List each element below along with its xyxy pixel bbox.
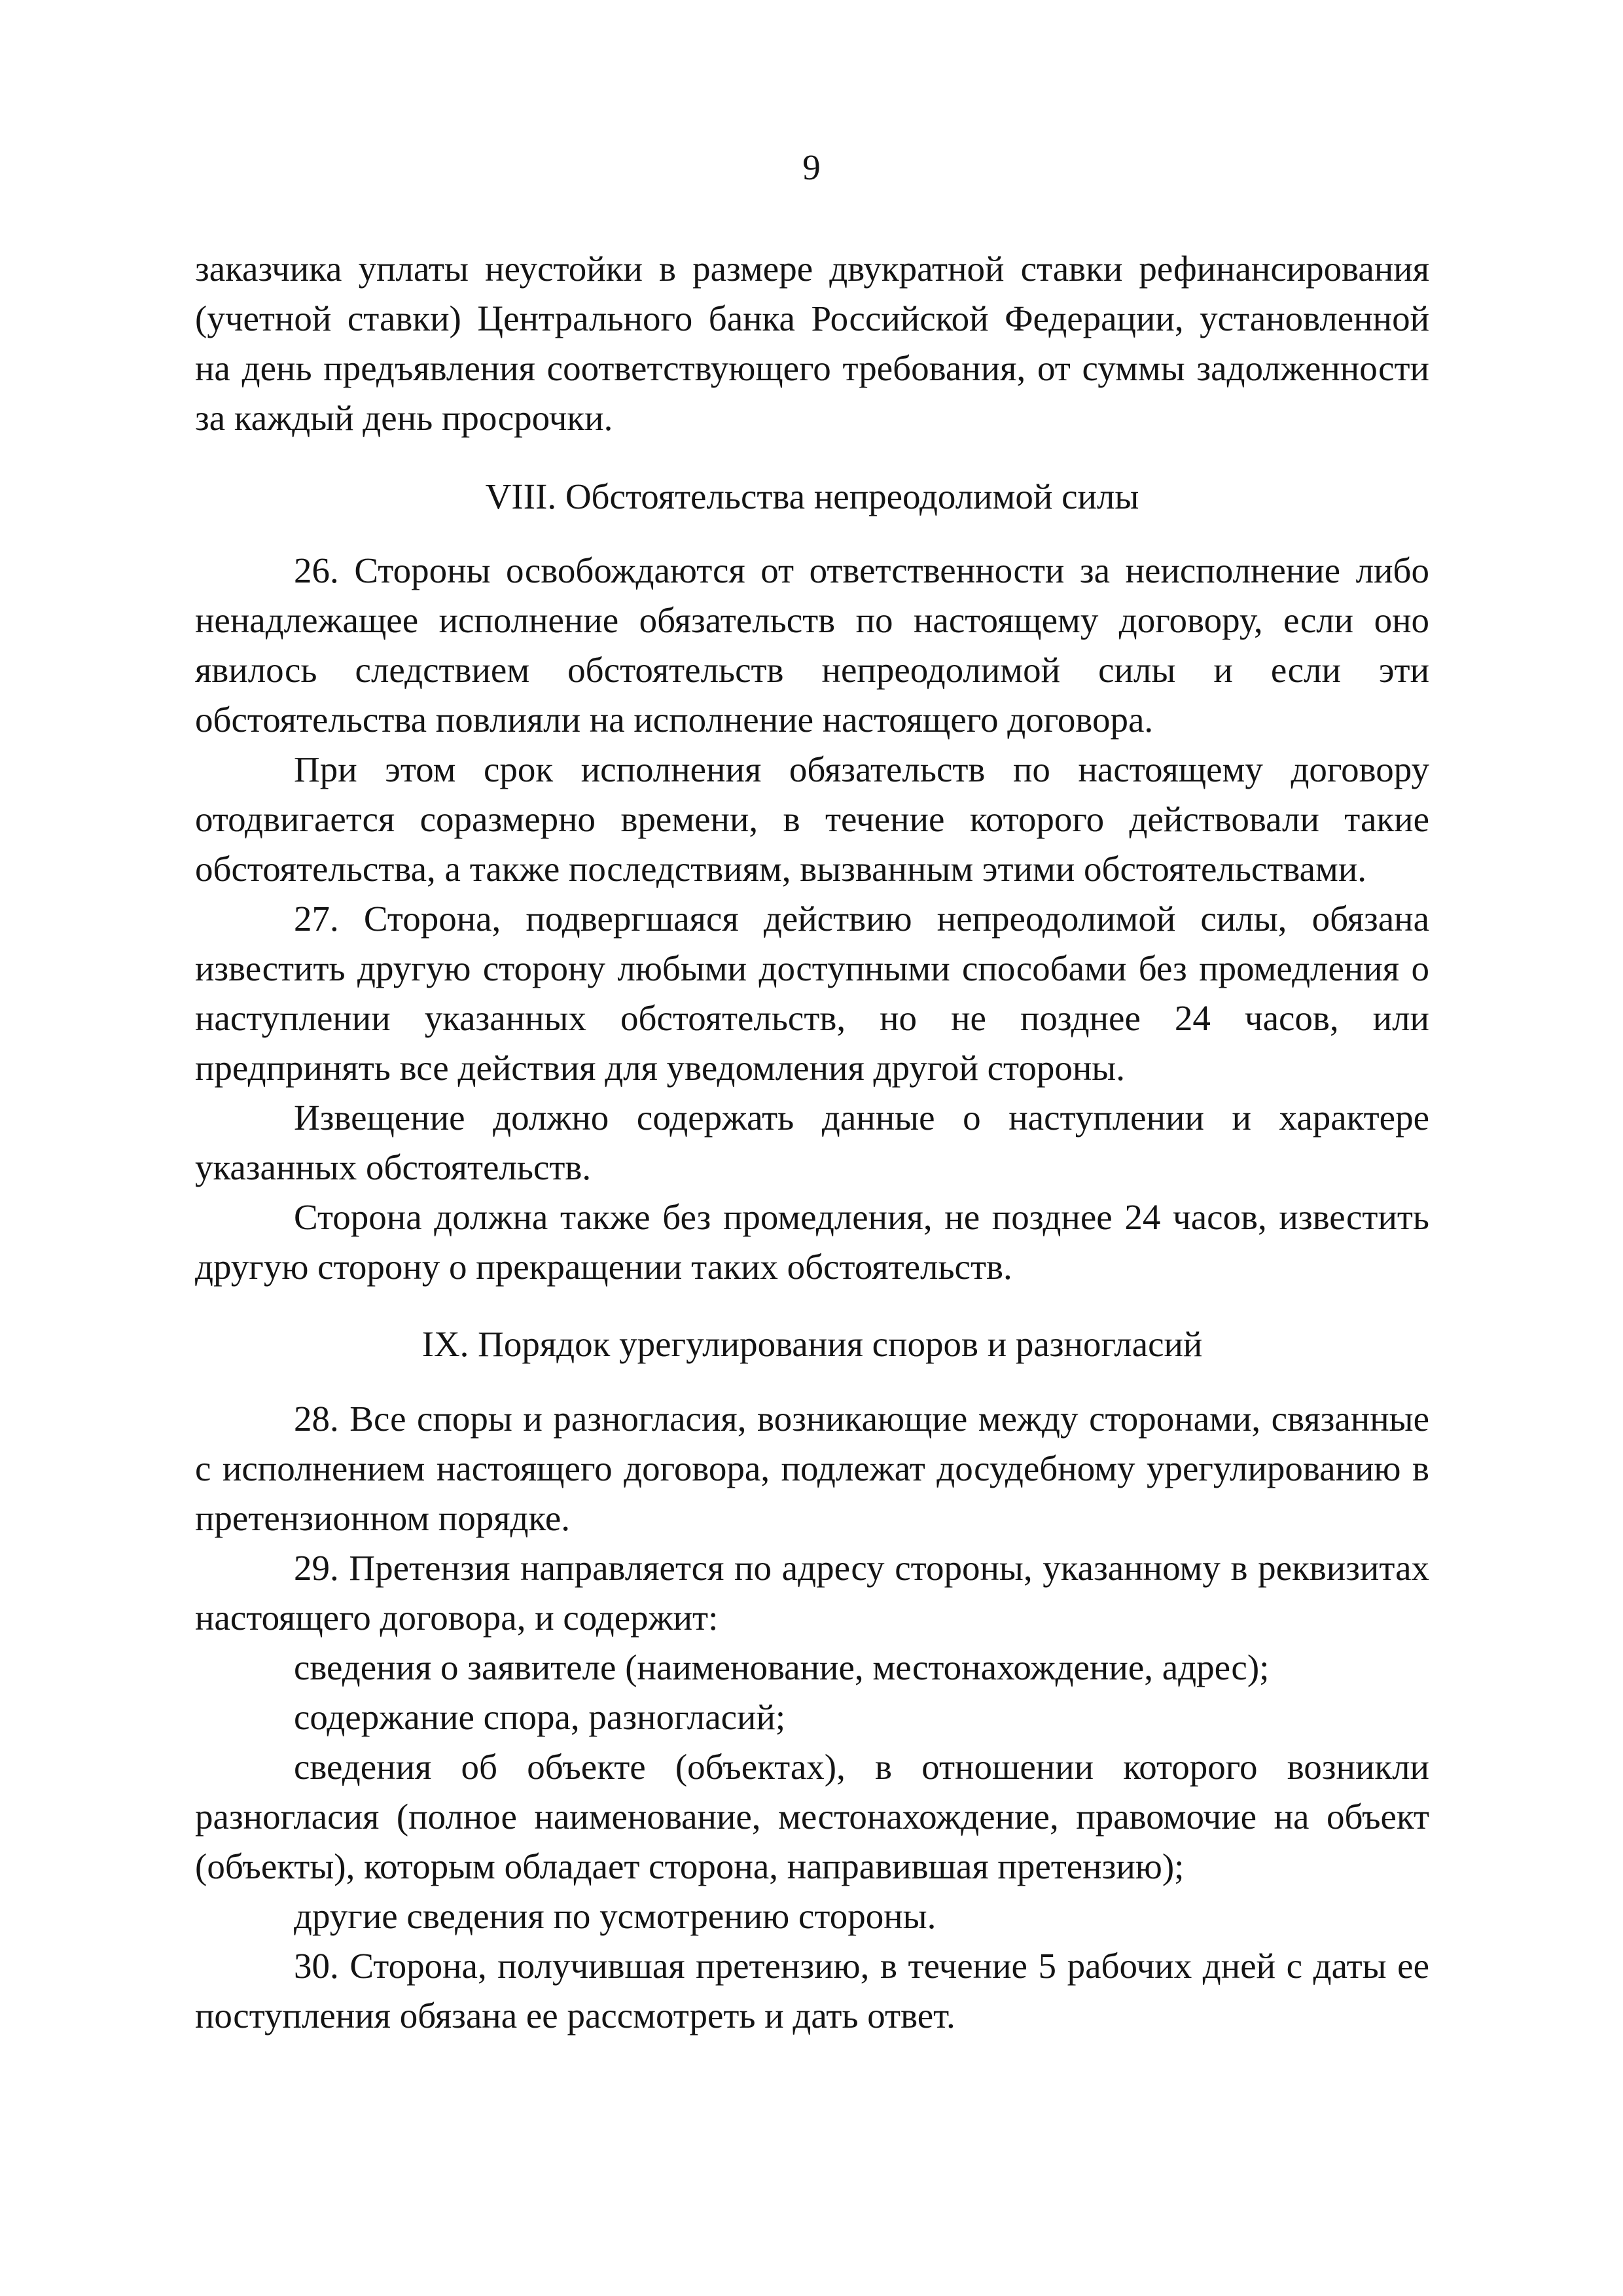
- paragraph-26: 26. Стороны освобождаются от ответственности за неисполнение либо ненадлежащее исполнение обязательств по настоящему договору, если оно явилось следствием обстоятельств непреодолимой силы и если эти обстоятельства повлияли на исполнение настоящего договора.: [195, 550, 1429, 740]
- document-body: [195, 244, 1429, 2041]
- continuation-paragraph: заказчика уплаты неустойки в размере двукратной ставки рефинансирования (учетной ставки) Центрального банка Российской Федерации, установленной на день предъявления соответствующего требования, от суммы задолженности за каждый день просрочки.: [195, 249, 1429, 438]
- page-number: 9: [802, 147, 821, 187]
- paragraph-28: 28. Все споры и разногласия, возникающие между сторонами, связанные с исполнением настоящего договора, подлежат досудебному урегулированию в претензионном порядке.: [195, 1399, 1429, 1538]
- section-8-heading: VIII. Обстоятельства непреодолимой силы: [485, 476, 1139, 516]
- paragraph-29-dispute-content: содержание спора, разногласий;: [294, 1697, 786, 1737]
- paragraph-27: 27. Сторона, подвергшаяся действию непреодолимой силы, обязана известить другую сторону любыми доступными способами без промедления о наступлении указанных обстоятельств, но не позднее 24 часов, или предпринять все действия для уведомления другой стороны.: [195, 899, 1429, 1088]
- paragraph-29-other-info: другие сведения по усмотрению стороны.: [294, 1896, 936, 1936]
- section-9-heading: IX. Порядок урегулирования споров и разногласий: [421, 1324, 1203, 1364]
- paragraph-30: 30. Сторона, получившая претензию, в течение 5 рабочих дней с даты ее поступления обязана ее рассмотреть и дать ответ.: [195, 1946, 1429, 2036]
- paragraph-29-claimant-info: сведения о заявителе (наименование, местонахождение, адрес);: [294, 1647, 1270, 1687]
- paragraph-29-object-info: сведения об объекте (объектах), в отношении которого возникли разногласия (полное наименование, местонахождение, правомочие на объект (объекты), которым обладает сторона, направившая претензию);: [195, 1747, 1429, 1886]
- paragraph-27-notice-content: Извещение должно содержать данные о наступлении и характере указанных обстоятельств.: [195, 1098, 1429, 1187]
- paragraph-29: 29. Претензия направляется по адресу стороны, указанному в реквизитах настоящего договора, и содержит:: [195, 1548, 1429, 1638]
- paragraph-27-termination-notice: Сторона должна также без промедления, не позднее 24 часов, известить другую сторону о прекращении таких обстоятельств.: [195, 1197, 1429, 1287]
- paragraph-26-term-extension: При этом срок исполнения обязательств по настоящему договору отодвигается соразмерно времени, в течение которого действовали такие обстоятельства, а также последствиям, вызванным этими обстоятельствами.: [195, 749, 1429, 889]
